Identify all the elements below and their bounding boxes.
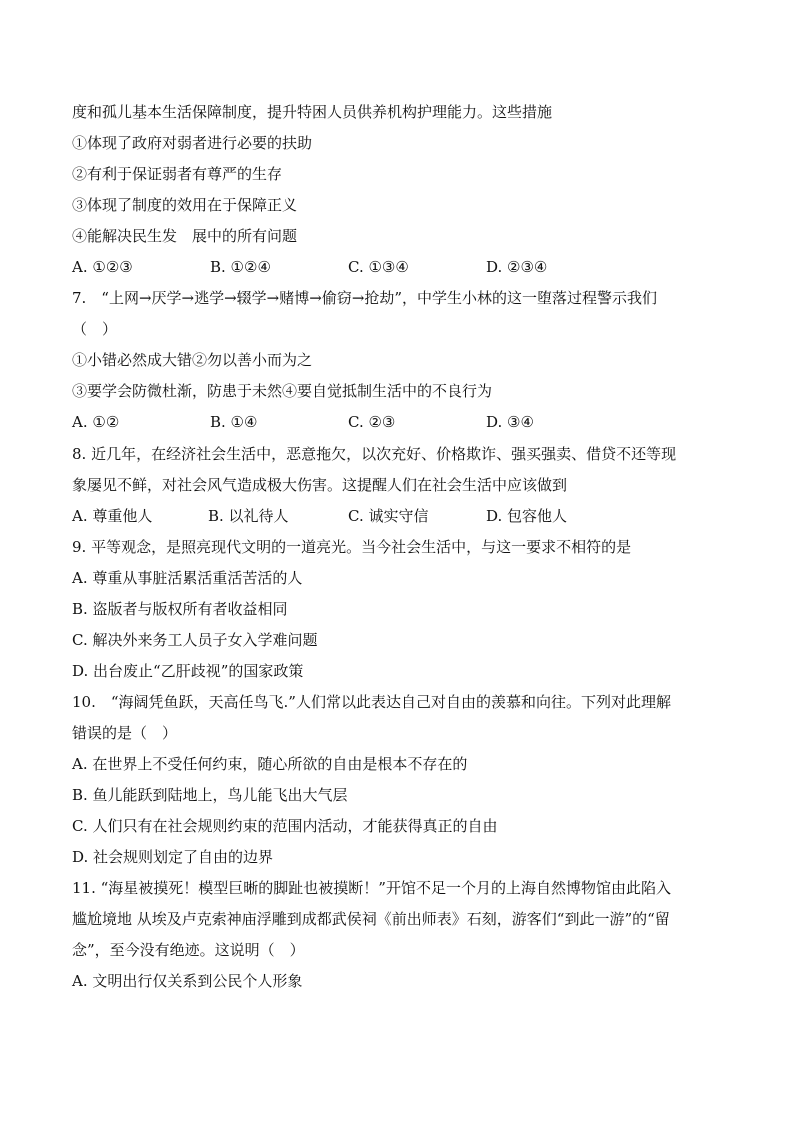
q11-stem-1: 11. “海星被摸死！模型巨晰的脚趾也被摸断！”开馆不足一个月的上海自然博物馆由此陷入 (72, 879, 671, 897)
q11-stem-3: 念”，至今没有绝迹。这说明（ ） (72, 941, 305, 959)
q10-option-c: C. 人们只有在社会规则约束的范围内活动，才能获得真正的自由 (72, 817, 498, 835)
q10-stem-2: 错误的是（ ） (72, 724, 178, 742)
q11-option-a: A. 文明出行仅关系到公民个人形象 (72, 972, 303, 990)
q6-statement-2: ②有利于保证弱者有尊严的生存 (72, 165, 283, 183)
q8-options (72, 506, 722, 526)
q6-statement-4: ④能解决民生发 展中的所有问题 (72, 227, 298, 245)
q9-stem: 9. 平等观念，是照亮现代文明的一道亮光。当今社会生活中，与这一要求不相符的是 (72, 538, 632, 556)
q7-options (72, 412, 722, 432)
q8-option-b: B. 以礼待人 (208, 507, 289, 525)
q10-option-d: D. 社会规则划定了自由的边界 (72, 848, 274, 866)
q7-statements-3-4: ③要学会防微杜渐，防患于未然④要自觉抵制生活中的不良行为 (72, 382, 493, 400)
q7-answer-blank: （ ） (72, 320, 118, 338)
q6-options (72, 257, 722, 277)
q9-option-a: A. 尊重从事脏活累活重活苦活的人 (72, 569, 303, 587)
q8-stem-2: 象屡见不鲜，对社会风气造成极大伤害。这提醒人们在社会生活中应该做到 (72, 476, 568, 494)
q7-statements-1-2: ①小错必然成大错②勿以善小而为之 (72, 351, 313, 369)
q7-option-d: D. ③④ (486, 413, 534, 431)
q6-option-c: C. ①③④ (348, 258, 409, 276)
q8-option-d: D. 包容他人 (486, 507, 568, 525)
q9-option-c: C. 解决外来务工人员子女入学难问题 (72, 631, 318, 649)
q6-option-a: A. ①②③ (72, 258, 133, 276)
q6-statement-3: ③体现了制度的效用在于保障正义 (72, 196, 298, 214)
q8-option-a: A. 尊重他人 (72, 507, 153, 525)
q6-statement-1: ①体现了政府对弱者进行必要的扶助 (72, 134, 313, 152)
q8-stem-1: 8. 近几年，在经济社会生活中，恶意拖欠，以次充好、价格欺诈、强买强卖、借贷不还等现 (72, 445, 677, 463)
q10-option-b: B. 鱼儿能跃到陆地上，鸟儿能飞出大气层 (72, 786, 348, 804)
q6-stem-continued: 度和孤儿基本生活保障制度，提升特困人员供养机构护理能力。这些措施 (72, 103, 553, 121)
q6-option-d: D. ②③④ (486, 258, 548, 276)
q8-option-c: C. 诚实守信 (348, 507, 429, 525)
q10-option-a: A. 在世界上不受任何约束，随心所欲的自由是根本不存在的 (72, 755, 468, 773)
q9-option-d: D. 出台废止“乙肝歧视”的国家政策 (72, 662, 304, 680)
q10-stem-1: 10. “海阔凭鱼跃，天高任鸟飞.”人们常以此表达自己对自由的羡慕和向往。下列对此理解 (72, 693, 671, 711)
q9-option-b: B. 盗版者与版权所有者收益相同 (72, 600, 288, 618)
q7-option-c: C. ②③ (348, 413, 396, 431)
q7-option-a: A. ①② (72, 413, 120, 431)
q11-stem-2: 尴尬境地 从埃及卢克索神庙浮雕到成都武侯祠《前出师表》石刻，游客们“到此一游”的“留 (72, 910, 670, 928)
q6-option-b: B. ①②④ (210, 258, 271, 276)
q7-stem: 7. “上网→厌学→逃学→辍学→赌博→偷窃→抢劫”，中学生小林的这一堕落过程警示我们 (72, 289, 658, 307)
q7-option-b: B. ①④ (210, 413, 258, 431)
